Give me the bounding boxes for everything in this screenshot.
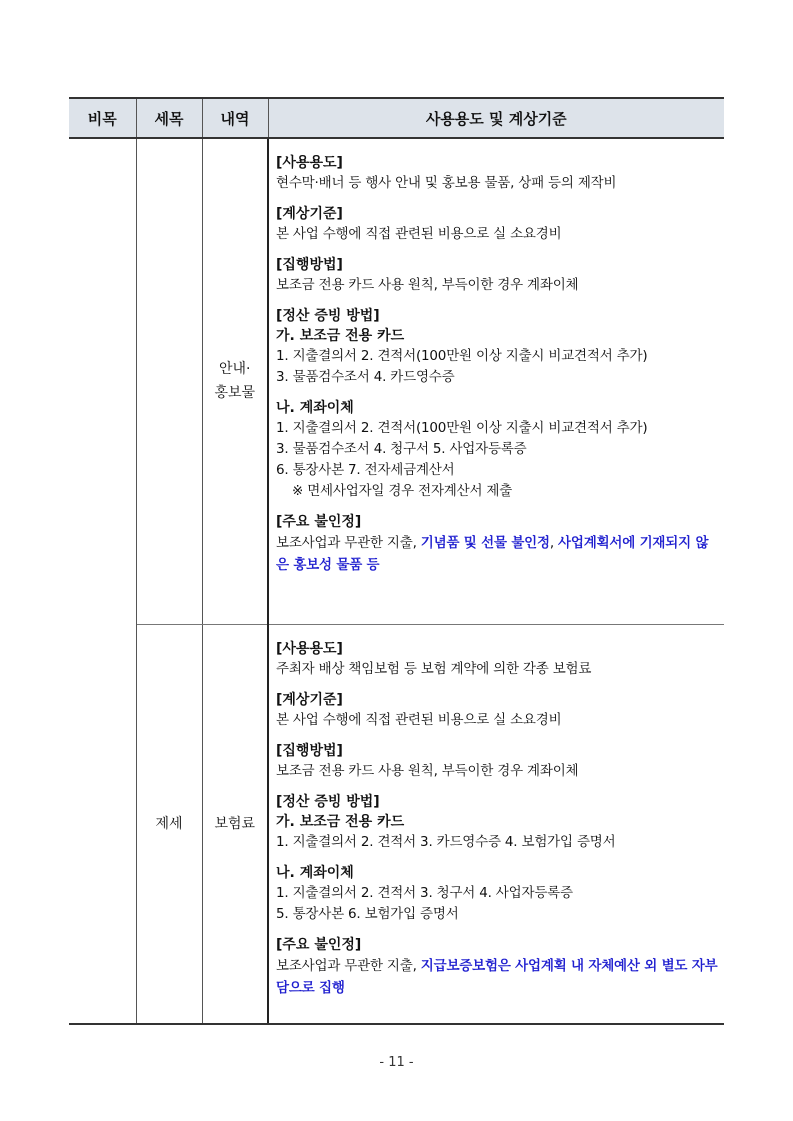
proof-card-title: 가. 보조금 전용 카드 [276, 813, 405, 830]
section-title-basis: [계상기준] [276, 691, 343, 708]
usage-text: 주최자 배상 책임보험 등 보험 계약에 의한 각종 보험료 [276, 660, 592, 677]
section-title-rejection: [주요 불인정] [276, 936, 362, 953]
proof-transfer-title: 나. 계좌이체 [276, 864, 354, 881]
section-title-rejection: [주요 불인정] [276, 514, 362, 530]
header-category: 비목 [69, 98, 136, 138]
proof-transfer-line: 6. 통장사본 7. 전자세금계산서 [276, 462, 455, 478]
proof-transfer-line: 1. 지출결의서 2. 견적서 3. 청구서 4. 사업자등록증 [276, 884, 573, 901]
section-title-usage: [사용용도] [276, 155, 343, 171]
item-label: 보험료 [214, 815, 256, 832]
subcategory-cell [136, 138, 202, 624]
proof-transfer-note: ※ 면세사업자일 경우 전자계산서 제출 [292, 483, 513, 499]
proof-card-line: 1. 지출결의서 2. 견적서 3. 카드영수증 4. 보험가입 증명서 [276, 833, 616, 850]
section-title-execution: [집행방법] [276, 257, 343, 273]
proof-transfer-title: 나. 계좌이체 [276, 400, 354, 416]
proof-transfer-line: 1. 지출결의서 2. 견적서(100만원 이상 지출시 비교견적서 추가) [276, 420, 648, 436]
proof-card-line: 3. 물품검수조서 4. 카드영수증 [276, 369, 455, 385]
section-title-basis: [계상기준] [276, 206, 343, 222]
basis-text: 본 사업 수행에 직접 관련된 비용으로 실 소요경비 [276, 226, 562, 242]
proof-card-title: 가. 보조금 전용 카드 [276, 328, 405, 344]
rejection-text [276, 532, 720, 576]
rejection-highlight: 사업계획서에 기재되지 않은 홍보성 물품 등 [276, 535, 709, 573]
basis-text: 본 사업 수행에 직접 관련된 비용으로 실 소요경비 [276, 711, 562, 728]
category-cell [69, 138, 136, 1024]
budget-criteria-table [69, 97, 724, 1025]
rejection-plain: 보조사업과 무관한 지출, [276, 957, 421, 974]
header-subcategory: 세목 [136, 98, 202, 138]
subcategory-cell-tax [136, 624, 202, 1024]
usage-text: 현수막·배너 등 행사 안내 및 홍보용 물품, 상패 등의 제작비 [276, 175, 617, 191]
item-cell-promotion [202, 138, 268, 624]
rejection-highlight: 지급보증보험은 사업계획 내 자체예산 외 별도 자부담으로 집행 [276, 957, 718, 996]
subcategory-label: 제세 [155, 815, 183, 832]
rejection-plain: 보조사업과 무관한 지출, [276, 535, 421, 551]
table-header-row [69, 98, 724, 138]
table-row-insurance [69, 624, 724, 1024]
rejection-highlight: 기념품 및 선물 불인정 [420, 535, 550, 551]
header-usage-criteria: 사용용도 및 계상기준 [268, 98, 724, 138]
section-title-usage: [사용용도] [276, 640, 343, 657]
rejection-text [276, 955, 720, 999]
header-item: 내역 [202, 98, 268, 138]
proof-card-line: 1. 지출결의서 2. 견적서(100만원 이상 지출시 비교견적서 추가) [276, 348, 648, 364]
execution-text: 보조금 전용 카드 사용 원칙, 부득이한 경우 계좌이체 [276, 762, 579, 779]
usage-cell-insurance [268, 624, 724, 1024]
budget-table-page [69, 97, 724, 1025]
proof-transfer-line: 5. 통장사본 6. 보험가입 증명서 [276, 905, 459, 922]
execution-text: 보조금 전용 카드 사용 원칙, 부득이한 경우 계좌이체 [276, 277, 579, 293]
section-title-proof: [정산 증빙 방법] [276, 308, 380, 324]
section-title-execution: [집행방법] [276, 742, 343, 759]
rejection-separator: , [549, 535, 559, 551]
item-cell-insurance [202, 624, 268, 1024]
proof-transfer-line: 3. 물품검수조서 4. 청구서 5. 사업자등록증 [276, 441, 527, 457]
table-row-promotion [69, 138, 724, 624]
item-label: 안내· 홍보물 [214, 361, 256, 402]
usage-cell-promotion [268, 138, 724, 624]
section-title-proof: [정산 증빙 방법] [276, 793, 380, 810]
page-number: - 11 - [379, 1055, 414, 1070]
